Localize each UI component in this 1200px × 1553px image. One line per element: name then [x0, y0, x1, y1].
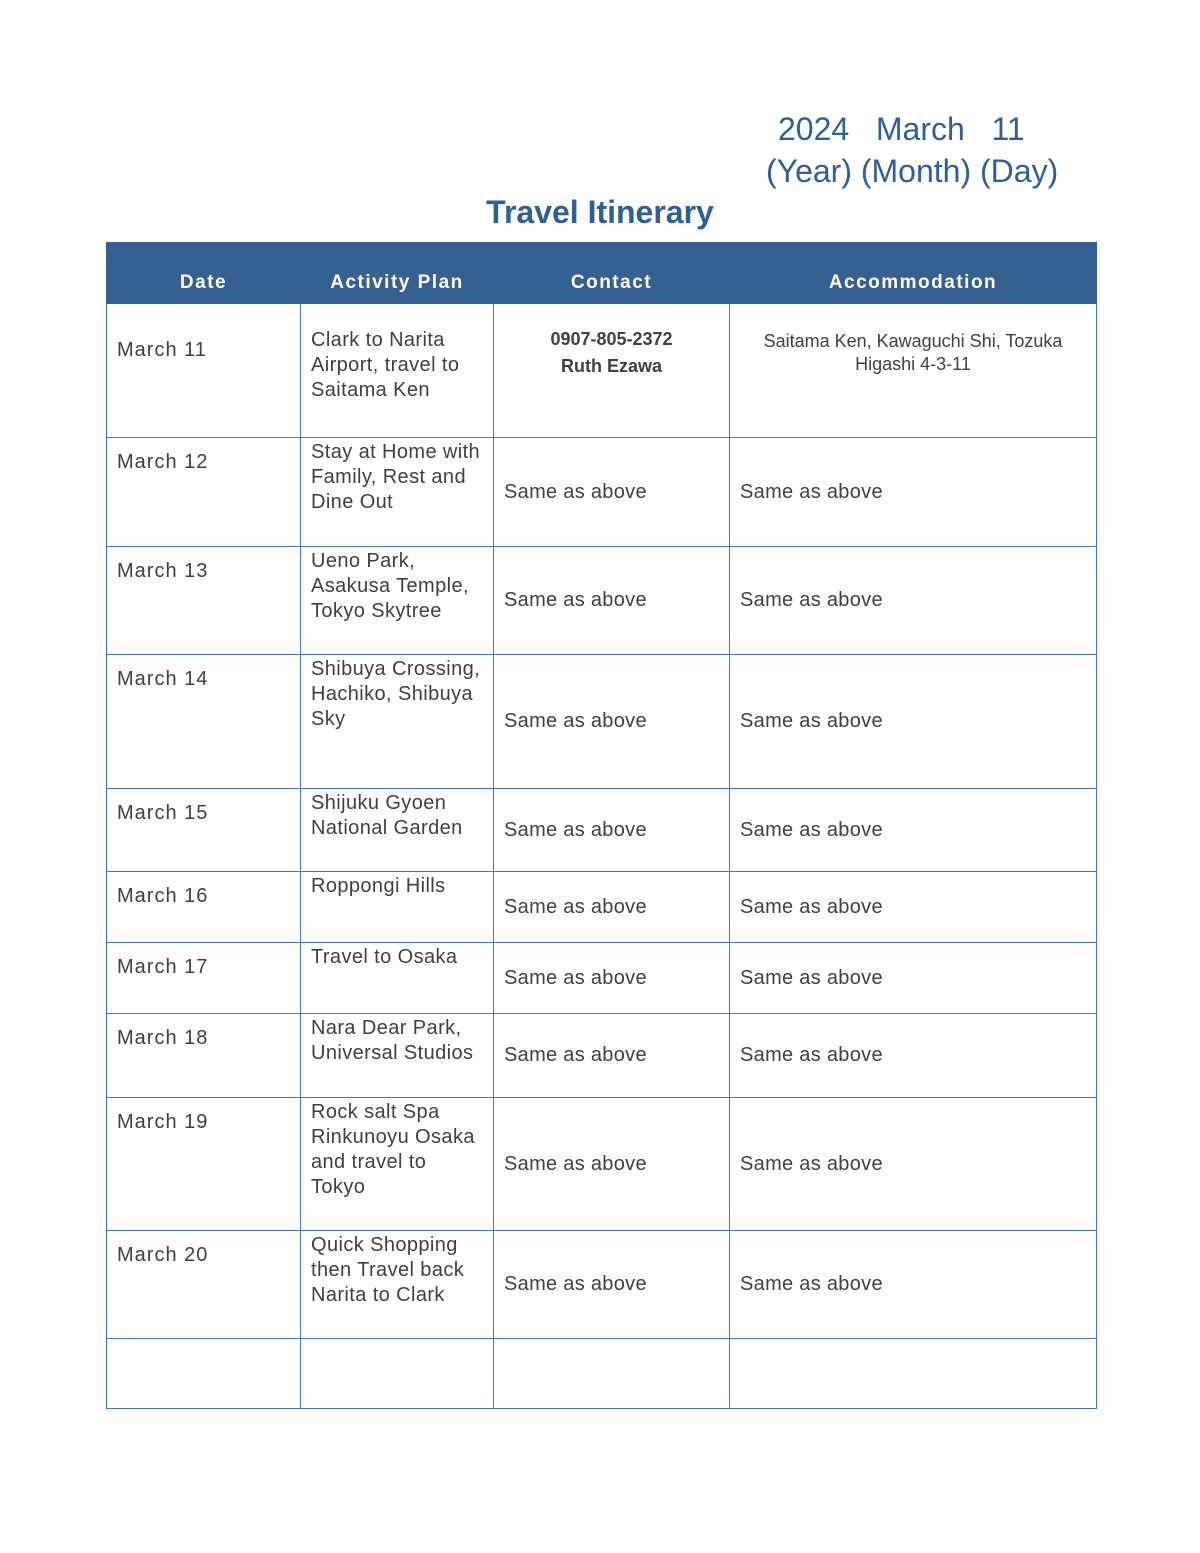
table-row [107, 789, 1097, 872]
cell-activity: Shijuku Gyoen National Garden [301, 789, 494, 872]
header-activity-plan: Activity Plan [301, 243, 494, 304]
cell-empty [730, 1339, 1097, 1409]
cell-accommodation: Same as above [730, 1014, 1097, 1098]
cell-activity: Rock salt Spa Rinkunoyu Osaka and travel to Tokyo [301, 1098, 494, 1231]
cell-date: March 20 [107, 1231, 301, 1339]
contact-name: Ruth Ezawa [560, 355, 662, 376]
cell-empty [107, 1339, 301, 1409]
table-row [107, 304, 1097, 438]
cell-contact: Same as above [494, 1098, 730, 1231]
cell-accommodation: Same as above [730, 438, 1097, 547]
table-row [107, 655, 1097, 789]
date-values: 2024 March 11 [778, 111, 1025, 147]
cell-accommodation: Same as above [730, 547, 1097, 655]
table-row [107, 1098, 1097, 1231]
table-row [107, 438, 1097, 547]
cell-date: March 18 [107, 1014, 301, 1098]
document-date [766, 108, 1106, 192]
cell-accommodation: Same as above [730, 1231, 1097, 1339]
cell-activity: Ueno Park, Asakusa Temple, Tokyo Skytree [301, 547, 494, 655]
cell-accommodation: Same as above [730, 872, 1097, 943]
table-row [107, 1014, 1097, 1098]
cell-accommodation: Same as above [730, 1098, 1097, 1231]
cell-activity: Shibuya Crossing, Hachiko, Shibuya Sky [301, 655, 494, 789]
cell-activity: Nara Dear Park, Universal Studios [301, 1014, 494, 1098]
cell-date: March 14 [107, 655, 301, 789]
table-row [107, 547, 1097, 655]
cell-contact: Same as above [494, 789, 730, 872]
page-title: Travel Itinerary [486, 194, 714, 230]
table-row-empty [107, 1339, 1097, 1409]
cell-contact: Same as above [494, 438, 730, 547]
cell-date: March 16 [107, 872, 301, 943]
table-row [107, 872, 1097, 943]
header-accommodation: Accommodation [730, 243, 1097, 304]
cell-accommodation: Same as above [730, 943, 1097, 1014]
cell-activity: Travel to Osaka [301, 943, 494, 1014]
cell-empty [301, 1339, 494, 1409]
header-contact: Contact [494, 243, 730, 304]
cell-accommodation: Same as above [730, 789, 1097, 872]
cell-contact: Same as above [494, 547, 730, 655]
cell-date: March 12 [107, 438, 301, 547]
cell-date: March 17 [107, 943, 301, 1014]
cell-contact: Same as above [494, 943, 730, 1014]
contact-phone: 0907-805-2372 [550, 328, 673, 349]
date-labels: (Year) (Month) (Day) [766, 153, 1059, 189]
itinerary-table [106, 242, 1097, 1409]
cell-activity: Quick Shopping then Travel back Narita to Clark [301, 1231, 494, 1339]
cell-empty [494, 1339, 730, 1409]
header-date: Date [107, 243, 301, 304]
cell-contact [494, 304, 730, 438]
cell-contact: Same as above [494, 655, 730, 789]
table-row [107, 943, 1097, 1014]
cell-date: March 11 [107, 304, 301, 438]
cell-activity: Clark to Narita Airport, travel to Saitama Ken [301, 304, 494, 438]
cell-activity: Stay at Home with Family, Rest and Dine Out [301, 438, 494, 547]
cell-date: March 19 [107, 1098, 301, 1231]
cell-activity: Roppongi Hills [301, 872, 494, 943]
cell-contact: Same as above [494, 1014, 730, 1098]
cell-accommodation: Saitama Ken, Kawaguchi Shi, Tozuka Higashi 4-3-11 [730, 304, 1097, 438]
cell-accommodation: Same as above [730, 655, 1097, 789]
cell-date: March 13 [107, 547, 301, 655]
cell-contact: Same as above [494, 872, 730, 943]
cell-contact: Same as above [494, 1231, 730, 1339]
table-row [107, 1231, 1097, 1339]
cell-date: March 15 [107, 789, 301, 872]
table-header-row [107, 243, 1097, 304]
